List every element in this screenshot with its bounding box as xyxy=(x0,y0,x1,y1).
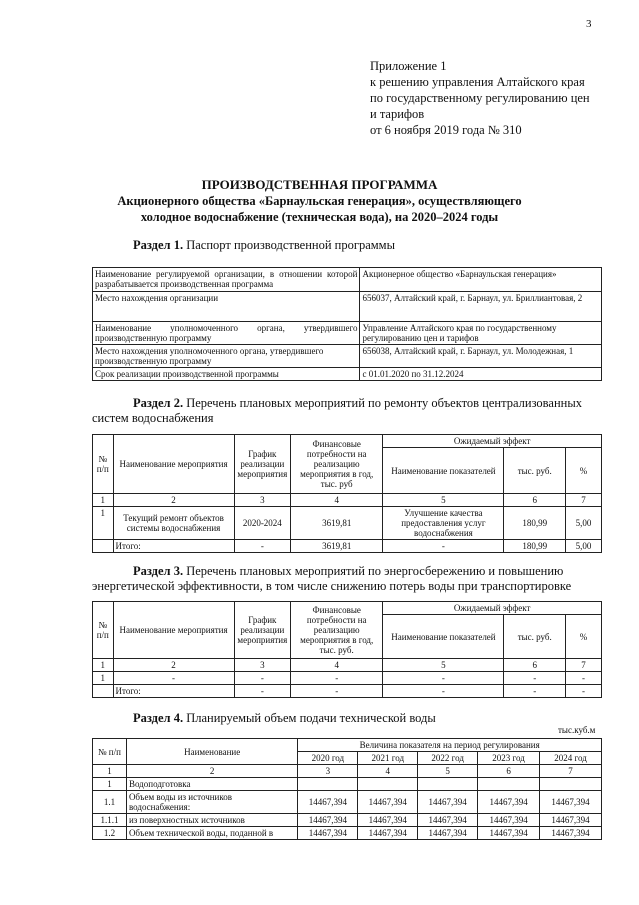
table-row xyxy=(93,827,602,840)
column-number-row xyxy=(93,765,602,778)
cell-value: 14467,394 xyxy=(540,827,602,840)
cell-indicator: Улучшение качества предоставления услуг водоснабжения xyxy=(383,507,504,540)
col-number: 4 xyxy=(291,659,383,672)
cell-name: Водоподготовка xyxy=(126,778,297,791)
section2-heading xyxy=(92,396,602,426)
appendix-line: от 6 ноября 2019 года № 310 xyxy=(370,123,522,137)
section1-label: Раздел 1. xyxy=(133,238,184,252)
total-schedule: - xyxy=(234,540,290,553)
cell-name: из поверхностных источников xyxy=(126,814,297,827)
passport-name-cell: Место нахождения уполномоченного органа, утвердившего производственную программу xyxy=(93,345,360,368)
total-finance: - xyxy=(291,685,383,698)
passport-value-cell: Акционерное общество «Барнаульская генерация» xyxy=(360,268,602,292)
header-effect: Ожидаемый эффект xyxy=(383,602,602,615)
units-label: тыс.куб.м xyxy=(558,725,596,735)
col-number: 7 xyxy=(540,765,602,778)
col-number: 5 xyxy=(383,659,504,672)
title-line-2: Акционерного общества «Барнаульская генерация», осуществляющего xyxy=(117,194,522,208)
col-number: 4 xyxy=(358,765,418,778)
total-label: Итого: xyxy=(113,540,234,553)
total-indicator: - xyxy=(383,540,504,553)
section3-heading xyxy=(92,564,604,594)
cell-finance: - xyxy=(291,672,383,685)
cell-name: Текущий ремонт объектов системы водоснабжения xyxy=(113,507,234,540)
section1-heading xyxy=(133,238,395,253)
col-number: 3 xyxy=(234,659,290,672)
column-number-row xyxy=(93,494,602,507)
table-row xyxy=(93,672,602,685)
appendix-line: и тарифов xyxy=(370,107,425,121)
header-schedule: График реализации мероприятия xyxy=(234,435,290,494)
col-number: 3 xyxy=(234,494,290,507)
col-number: 6 xyxy=(504,494,566,507)
cell-value: 14467,394 xyxy=(298,791,358,814)
header-name: Наименование мероприятия xyxy=(113,435,234,494)
repair-measures-table xyxy=(92,434,602,553)
section4-label: Раздел 4. xyxy=(133,711,184,725)
cell-value: 14467,394 xyxy=(358,827,418,840)
energy-measures-table xyxy=(92,601,602,698)
passport-value-cell: 656038, Алтайский край, г. Барнаул, ул. Молодежная, 1 xyxy=(360,345,602,368)
cell-value: 14467,394 xyxy=(540,814,602,827)
cell-value xyxy=(418,778,478,791)
cell-finance: 3619,81 xyxy=(291,507,383,540)
cell-name: - xyxy=(113,672,234,685)
cell-indicator: - xyxy=(383,672,504,685)
col-number: 7 xyxy=(566,494,602,507)
cell-value: 14467,394 xyxy=(358,791,418,814)
total-schedule: - xyxy=(234,685,290,698)
header-finance: Финансовые потребности на реализацию мероприятия в год, тыс. руб. xyxy=(291,602,383,659)
cell-value: 14467,394 xyxy=(298,827,358,840)
table-row xyxy=(93,814,602,827)
header-num: № п/п xyxy=(93,739,127,765)
cell-name: Объем технической воды, поданной в xyxy=(126,827,297,840)
cell-rub: - xyxy=(504,672,566,685)
col-number: 4 xyxy=(291,494,383,507)
passport-name-cell: Наименование уполномоченного органа, утвердившего производственную программу xyxy=(93,322,360,345)
table-row xyxy=(93,791,602,814)
appendix-line: по государственному регулированию цен xyxy=(370,91,590,105)
cell-num: 1.1.1 xyxy=(93,814,127,827)
section2-text-line2: систем водоснабжения xyxy=(92,411,214,425)
title-line-1: ПРОИЗВОДСТВЕННАЯ ПРОГРАММА xyxy=(201,177,438,192)
table-row xyxy=(93,292,602,322)
header-num: № п/п xyxy=(93,435,114,494)
col-number: 5 xyxy=(418,765,478,778)
passport-name-cell: Срок реализации производственной программы xyxy=(93,368,360,381)
cell-value: 14467,394 xyxy=(540,791,602,814)
header-pct: % xyxy=(566,448,602,494)
table-header-row xyxy=(93,435,602,448)
col-number: 6 xyxy=(504,659,566,672)
header-year: 2022 год xyxy=(418,752,478,765)
passport-value-cell: с 01.01.2020 по 31.12.2024 xyxy=(360,368,602,381)
cell-num: 1.1 xyxy=(93,791,127,814)
col-number: 2 xyxy=(126,765,297,778)
total-finance: 3619,81 xyxy=(291,540,383,553)
title-line-3: холодное водоснабжение (техническая вода), на 2020–2024 годы xyxy=(140,210,499,224)
cell-rub: 180,99 xyxy=(504,507,566,540)
section1-text: Паспорт производственной программы xyxy=(186,238,395,252)
cell-num: 1 xyxy=(93,507,114,540)
header-indicator: Наименование показателей xyxy=(383,448,504,494)
col-number: 6 xyxy=(478,765,540,778)
cell-value xyxy=(478,778,540,791)
cell-value: 14467,394 xyxy=(418,827,478,840)
col-number: 1 xyxy=(93,765,127,778)
header-effect: Ожидаемый эффект xyxy=(383,435,602,448)
appendix-block xyxy=(370,58,590,138)
header-schedule: График реализации мероприятия xyxy=(234,602,290,659)
header-num: № п/п xyxy=(93,602,114,659)
section3-text-line2: энергетической эффективности, в том числе снижению потерь воды при транспортировке xyxy=(92,579,572,593)
section4-heading xyxy=(133,711,436,726)
cell-value: 14467,394 xyxy=(358,814,418,827)
section3-label: Раздел 3. xyxy=(133,564,184,578)
header-name: Наименование xyxy=(126,739,297,765)
cell-value: 14467,394 xyxy=(298,814,358,827)
passport-value-cell: Управление Алтайского края по государственному регулированию цен и тарифов xyxy=(360,322,602,345)
cell-num: 1 xyxy=(93,672,114,685)
cell-value: 14467,394 xyxy=(478,827,540,840)
cell-num: 1 xyxy=(93,778,127,791)
cell-value: 14467,394 xyxy=(478,814,540,827)
total-pct: 5,00 xyxy=(566,540,602,553)
header-period: Величина показателя на период регулирования xyxy=(298,739,602,752)
header-indicator: Наименование показателей xyxy=(383,615,504,659)
header-year: 2021 год xyxy=(358,752,418,765)
cell-value xyxy=(298,778,358,791)
table-header-row xyxy=(93,602,602,615)
appendix-line: к решению управления Алтайского края xyxy=(370,75,585,89)
table-row xyxy=(93,778,602,791)
cell-num: 1.2 xyxy=(93,827,127,840)
passport-name-cell: Место нахождения организации xyxy=(93,292,360,322)
total-indicator: - xyxy=(383,685,504,698)
cell-value xyxy=(358,778,418,791)
header-rub: тыс. руб. xyxy=(504,448,566,494)
cell-empty xyxy=(93,540,114,553)
col-number: 2 xyxy=(113,494,234,507)
col-number: 2 xyxy=(113,659,234,672)
col-number: 7 xyxy=(566,659,602,672)
table-row xyxy=(93,268,602,292)
col-number: 5 xyxy=(383,494,504,507)
header-pct: % xyxy=(566,615,602,659)
passport-table xyxy=(92,267,602,381)
total-pct: - xyxy=(566,685,602,698)
header-finance: Финансовые потребности на реализацию мероприятия в год, тыс. руб xyxy=(291,435,383,494)
cell-empty xyxy=(93,685,114,698)
header-year: 2023 год xyxy=(478,752,540,765)
section3-text-line1: Перечень плановых мероприятий по энергосбережению и повышению xyxy=(186,564,564,578)
cell-schedule: 2020-2024 xyxy=(234,507,290,540)
appendix-line: Приложение 1 xyxy=(370,59,447,73)
column-number-row xyxy=(93,659,602,672)
table-row xyxy=(93,345,602,368)
table-total-row xyxy=(93,685,602,698)
table-row xyxy=(93,322,602,345)
document-title xyxy=(0,177,639,225)
col-number: 1 xyxy=(93,659,114,672)
section2-text-line1: Перечень плановых мероприятий по ремонту объектов централизованных xyxy=(186,396,582,410)
header-rub: тыс. руб. xyxy=(504,615,566,659)
total-label: Итого: xyxy=(113,685,234,698)
header-name: Наименование мероприятия xyxy=(113,602,234,659)
cell-name: Объем воды из источников водоснабжения: xyxy=(126,791,297,814)
page-number: 3 xyxy=(586,18,592,30)
passport-value-cell: 656037, Алтайский край, г. Барнаул, ул. Бриллиантовая, 2 xyxy=(360,292,602,322)
col-number: 3 xyxy=(298,765,358,778)
cell-value: 14467,394 xyxy=(418,814,478,827)
cell-schedule: - xyxy=(234,672,290,685)
cell-pct: 5,00 xyxy=(566,507,602,540)
total-rub: 180,99 xyxy=(504,540,566,553)
water-supply-volume-table xyxy=(92,738,602,840)
header-year: 2024 год xyxy=(540,752,602,765)
header-year: 2020 год xyxy=(298,752,358,765)
cell-value xyxy=(540,778,602,791)
passport-name-cell: Наименование регулируемой организации, в отношении которой разрабатывается производственная программа xyxy=(93,268,360,292)
section4-text: Планируемый объем подачи технической воды xyxy=(186,711,436,725)
table-row xyxy=(93,368,602,381)
col-number: 1 xyxy=(93,494,114,507)
table-header-row xyxy=(93,739,602,752)
table-total-row xyxy=(93,540,602,553)
cell-value: 14467,394 xyxy=(418,791,478,814)
cell-value: 14467,394 xyxy=(478,791,540,814)
cell-pct: - xyxy=(566,672,602,685)
total-rub: - xyxy=(504,685,566,698)
section2-label: Раздел 2. xyxy=(133,396,184,410)
table-row xyxy=(93,507,602,540)
